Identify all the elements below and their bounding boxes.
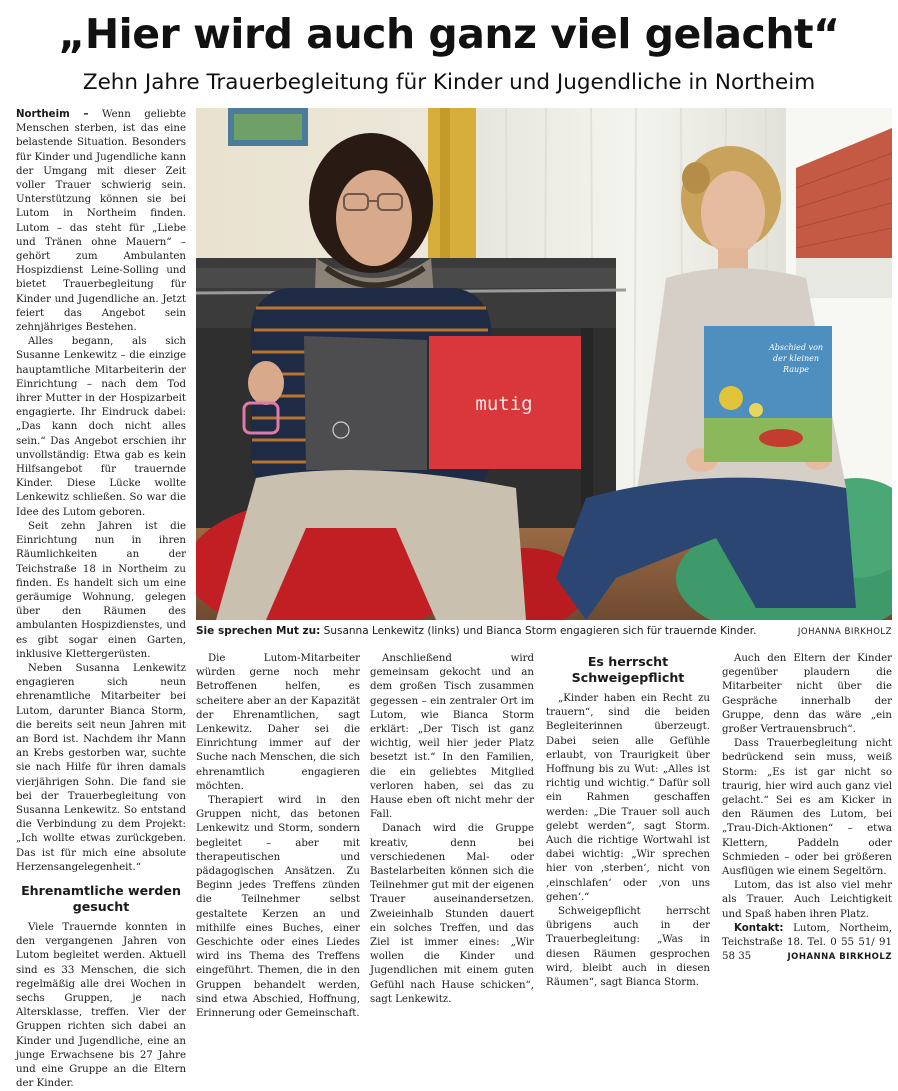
subheading-confidentiality: Es herrscht Schweigepflicht	[571, 654, 685, 685]
subheadline: Zehn Jahre Trauerbegleitung für Kinder und Jugendliche in Northeim	[82, 70, 816, 95]
paragraph: Schweigepflicht herrscht übrigens auch in der Trauerbegleitung: „Was in diesen Räumen gesprochen wird, bleibt auch in diesen Räumen“, sagt Bianca Storm.	[546, 906, 710, 989]
paragraph: Auch den Eltern der Kinder gegenüber plaudern die Mitarbeiter nicht über die Gespräche innerhalb der Gruppe, denn das wäre „ein großer Vertrauensbruch“.	[722, 653, 892, 736]
contact-paragraph	[722, 922, 892, 965]
caption-lead: Sie sprechen Mut zu:	[196, 625, 321, 637]
contact-text: Lutom, Northeim, Teichstraße 18. Tel. 0 55 51/ 91 58 35	[722, 922, 892, 963]
article-photo	[196, 108, 892, 620]
photo-caption	[196, 624, 892, 638]
photo-credit: JOHANNA BIRKHOLZ	[797, 627, 892, 637]
paragraph: Danach wird die Gruppe kreativ, denn bei verschiedenen Mal- oder Bastelarbeiten können sich die Teilnehmer gut mit der eigenen Trauer auseinandersetzen. Zweieinhalb Stunden dauert ein solches Treffen, und das Ziel ist immer eines: „Wir wollen die Kinder und Jugendlichen mit einem guten Gefühl nach Hause schicken“, sagt Lenkewitz.	[370, 823, 534, 1005]
caption-text: Susanna Lenkewitz (links) und Bianca Storm engagieren sich für trauernde Kinder.	[320, 625, 757, 637]
book-mutig	[304, 336, 581, 470]
article-column-4	[546, 652, 710, 990]
paragraph: Therapiert wird in den Gruppen nicht, das betonen Lenkewitz und Storm, sondern begleitet – aber mit therapeutischen und pädagogischen Ansätzen. Zu Beginn jedes Treffens zünden die Teilnehmer selbst gestaltete Kerzen an und mithilfe eines Buches, einer Geschichte oder eines Liedes wird ins Thema des Treffens eingeführt. Themen, die in den Gruppen behandelt werden, sind etwa Abschied, Hoffnung, Erinnerung oder Gemeinschaft.	[196, 795, 360, 1020]
paragraph: Northeim – Wenn geliebte Menschen sterben, ist das eine belastende Situation. Besonders für Kinder und Jugendliche kann der Umgang mit dieser Zeit voller Trauer schwierig sein. Unterstützung können sie bei Lutom in Northeim finden. Lutom – das steht für „Liebe und Tränen ohne Mauern“ – gehört zum Ambulanten Hospizdienst Leine-Solling und bietet Trauerbegleitung für Kinder und Jugendliche an. Jetzt feiert das Angebot sein zehnjähriges Bestehen.	[16, 109, 186, 334]
book-word: mutig	[475, 393, 533, 415]
article-column-3	[370, 652, 534, 1007]
paragraph: Alles begann, als sich Susanne Lenkewitz – die einzige hauptamtliche Mitarbeiterin der Einrichtung – nach dem Tod ihrer Mutter in der Hospizarbeit engagierte. Ihr Eindruck dabei: „Das kann doch nicht alles sein.“ Das Angebot erschien ihr unvollständig: Etwa gab es kein Hilfsangebot für trauernde Kinder. Diese Lücke wollte Lenkewitz schließen. So war die Idee des Lutom geboren.	[16, 336, 186, 518]
dateline: Northeim –	[16, 109, 89, 120]
subheading-volunteers: Ehrenamtliche werden gesucht	[21, 882, 181, 914]
book-title-line: der kleinen	[773, 354, 819, 363]
book-title-line: Raupe	[783, 365, 809, 374]
paragraph: Viele Trauernde konnten in den vergangenen Jahren von Lutom begleitet werden. Aktuell sind es 33 Menschen, die sich regelmäßig alle drei Wochen in sechs Gruppen, je nach Altersklasse, treffen. Vier der Gruppen richten sich dabei an Kinder und Jugendliche, eine an junge Erwachsene bis 27 Jahre und eine Gruppe an die Eltern der Kinder.	[16, 921, 186, 1090]
paragraph: Dass Trauerbegleitung nicht bedrückend sein muss, weiß Storm: „Es ist gar nicht so traurig, hier wird auch ganz viel gelacht.“ Sei es am Kicker in den Räumen des Lutom, bei „Trau-Dich-Aktionen“ – etwa Klettern, Paddeln oder Schmieden – oder bei größeren Ausflügen wie einem Segeltörn.	[722, 738, 892, 878]
book-title-line: Abschied von	[768, 343, 824, 352]
paragraph: Lutom, das ist also viel mehr als Trauer. Auch Leichtigkeit und Spaß haben ihren Platz.	[722, 880, 892, 920]
paragraph: Seit zehn Jahren ist die Einrichtung nun in ihren Räumlichkeiten an der Teichstraße 18 in Northeim zu finden. Es handelt sich um eine geräumige Wohnung, gelegen über den Räumen des ambulanten Hospizdienstes, und es gibt sogar einen Garten, inklusive Klettergerüsten.	[16, 520, 186, 660]
article-column-1	[16, 108, 186, 1091]
article-column-5	[722, 652, 892, 964]
contact-label: Kontakt:	[734, 922, 784, 934]
book-raupe	[704, 326, 832, 462]
paragraph: „Kinder haben ein Recht zu trauern“, sind die beiden Begleiterinnen überzeugt. Dabei seien alle Gefühle erlaubt, von Traurigkeit über Hoffnung bis zu Wut: „Alles ist richtig und wichtig.“ Dafür soll ein Rahmen geschaffen werden: „Die Trauer soll auch gelebt werden“, sagt Storm. Auch die richtige Wortwahl ist dabei wichtig: „Wir sprechen hier von ‚sterben‘, nicht von ‚einschlafen‘ oder ‚von uns gehen‘.“	[546, 693, 710, 903]
article-column-2	[196, 652, 360, 1021]
paragraph: Die Lutom-Mitarbeiter würden gerne noch mehr Betroffenen helfen, es scheitere aber an der Kapazität der Ehrenamtlichen, sagt Lenkewitz. Daher sei die Einrichtung immer auf der Suche nach Menschen, die sich ehrenamtlich engagieren möchten.	[196, 653, 360, 792]
headline: „Hier wird auch ganz viel gelacht“	[58, 10, 840, 58]
photo-illustration	[196, 108, 892, 620]
paragraph: Neben Susanna Lenkewitz engagieren sich neun ehrenamtliche Mitarbeiter bei Lutom, darunter Bianca Storm, die bereits seit neun Jahren mit an Bord ist. Nachdem ihr Mann an Krebs gestorben war, suchte sie nach Hilfe für ihren damals vierjährigen Sohn. Die fand sie bei der Trauerbegleitung von Susanna Lenkewitz. So entstand die Verbindung zu dem Projekt: „Ich wollte etwas zurückgeben. Das ist für mich eine absolute Herzensangelegenheit.“	[16, 662, 186, 873]
author-byline: JOHANNA BIRKHOLZ	[787, 952, 892, 963]
paragraph: Anschließend wird gemeinsam gekocht und an dem großen Tisch zusammen gegessen – ein zentraler Ort im Lutom, wie Bianca Storm erklärt: „Der Tisch ist ganz wichtig, weil hier jeder Platz besetzt ist.“ In den Familien, die ein geliebtes Mitglied verloren haben, sei das zu Hause eben oft nicht mehr der Fall.	[370, 653, 534, 821]
